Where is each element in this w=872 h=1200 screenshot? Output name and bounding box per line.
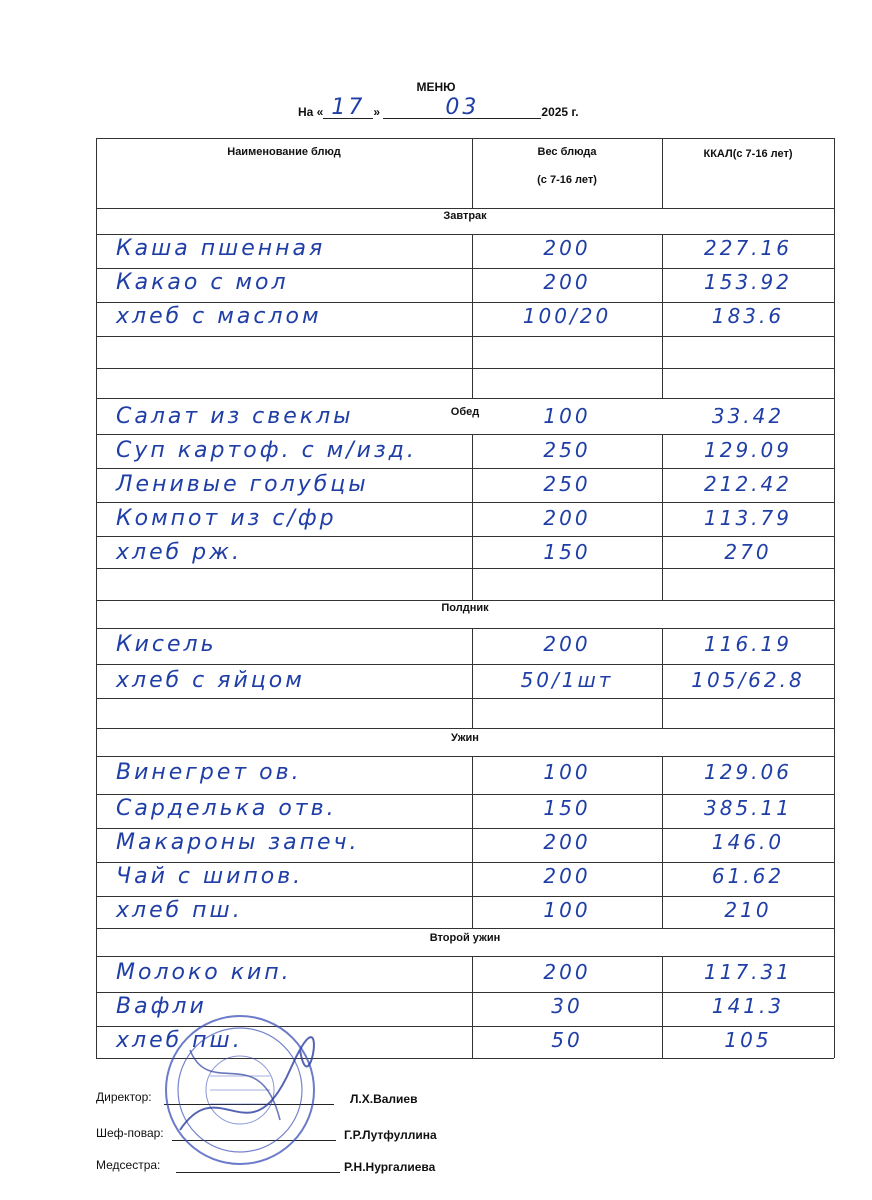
table-row [96,898,834,928]
table-row [96,796,834,826]
dish-weight: 200 [543,864,591,888]
dish-weight: 200 [543,270,591,294]
section-snack: Полдник [441,602,489,614]
dish-name: Ленивые голубцы [116,472,369,497]
dish-name: Салат из свеклы [116,404,354,429]
table-row [96,540,834,570]
grid-line [96,600,834,601]
table-row [96,864,834,894]
grid-line [96,398,834,399]
dish-name: Винегрет ов. [116,760,302,785]
grid-line [96,568,834,569]
table-row [96,632,834,662]
table-row [96,270,834,300]
col-kcal-header: ККАЛ(с 7-16 лет) [703,148,793,160]
dish-kcal: 61.62 [711,864,785,888]
dish-weight: 250 [543,472,591,496]
col-weight-header-1: Вес блюда [537,146,597,158]
col-name-header: Наименование блюд [227,146,341,158]
nurse-label: Медсестра: [96,1158,161,1172]
dish-kcal: 113.79 [704,506,792,530]
dish-weight: 200 [543,632,591,656]
dish-weight: 200 [543,960,591,984]
dish-weight: 100 [543,760,591,784]
table-row [96,438,834,468]
date-mid: » [373,105,381,119]
dish-weight: 50/1шт [520,668,614,692]
signature-director [96,1090,152,1104]
day-blank [323,95,373,120]
grid-line [96,956,834,957]
dish-weight: 150 [543,540,591,564]
dish-name: хлеб рж. [116,540,242,565]
grid-line [96,336,834,337]
grid-line [96,896,834,897]
dish-kcal: 33.42 [711,404,785,428]
dish-kcal: 141.3 [711,994,785,1018]
table-row [96,760,834,790]
section-breakfast: Завтрак [443,210,487,222]
dish-weight: 200 [543,236,591,260]
dish-kcal: 212.42 [704,472,792,496]
table-row [96,236,834,266]
dish-kcal: 105/62.8 [691,668,805,692]
signature-chef [96,1126,164,1140]
dish-kcal: 117.31 [704,960,792,984]
section-dinner: Ужин [451,732,479,744]
table-row [96,304,834,334]
menu-title: МЕНЮ [416,80,456,94]
grid-line [96,728,834,729]
grid-line [472,138,473,208]
grid-line [96,862,834,863]
table-row [96,960,834,990]
grid-line [96,756,834,757]
director-name: Л.Х.Валиев [350,1092,418,1106]
grid-line [96,536,834,537]
grid-line [96,992,834,993]
dish-kcal: 385.11 [704,796,792,820]
section-second-dinner: Второй ужин [429,932,501,944]
dish-kcal: 270 [724,540,772,564]
grid-line [96,234,834,235]
dish-kcal: 105 [724,1028,772,1052]
dish-kcal: 183.6 [711,304,785,328]
dish-name: Чай с шипов. [116,864,304,889]
nurse-name: Р.Н.Нургалиева [344,1160,436,1174]
dish-weight: 50 [551,1028,583,1052]
dish-weight: 100 [543,404,591,428]
dish-kcal: 210 [724,898,772,922]
grid-line [96,138,834,139]
grid-line [96,502,834,503]
dish-name: Макароны запеч. [116,830,360,855]
signature-nurse [96,1158,160,1172]
chef-name: Г.Р.Лутфуллина [344,1128,437,1142]
grid-line [96,368,834,369]
dish-name: Суп картоф. с м/изд. [116,438,417,463]
table-row [96,506,834,536]
dish-weight: 250 [543,438,591,462]
dish-name: Молоко кип. [116,960,292,985]
dish-name: Кисель [116,632,217,657]
section-lunch: Обед [450,406,480,418]
grid-line [96,794,834,795]
table-row [96,668,834,698]
month-blank [383,95,541,120]
chef-label: Шеф-повар: [96,1126,164,1140]
grid-line [834,138,835,1058]
grid-line [96,928,834,929]
dish-name: хлеб пш. [116,898,243,923]
signature-line [176,1172,340,1173]
grid-line [96,434,834,435]
date-prefix: На « [298,105,324,119]
grid-line [96,208,834,209]
year-suffix: 2025 г. [541,105,579,119]
dish-name: Сарделька отв. [116,796,337,821]
date-line [298,95,579,120]
dish-name: хлеб с маслом [116,304,322,329]
dish-weight: 200 [543,830,591,854]
dish-name: Вафли [116,994,207,1019]
table-row [96,404,834,434]
grid-line [96,302,834,303]
dish-name: хлеб пш. [116,1028,243,1053]
dish-kcal: 116.19 [704,632,792,656]
dish-name: Каша пшенная [116,236,326,261]
director-label: Директор: [96,1090,152,1104]
menu-table [96,138,834,1058]
dish-name: Какао с мол [116,270,289,295]
dish-name: Компот из с/фр [116,506,337,531]
month-value: 03 [445,95,480,120]
grid-line [96,698,834,699]
grid-line [662,138,663,208]
grid-line [96,628,834,629]
day-value: 17 [331,95,366,120]
dish-weight: 150 [543,796,591,820]
table-row [96,830,834,860]
dish-name: хлеб с яйцом [116,668,305,693]
dish-kcal: 146.0 [711,830,785,854]
dish-weight: 200 [543,506,591,530]
col-weight-header-2: (с 7-16 лет) [537,174,597,186]
grid-line [96,828,834,829]
table-row [96,472,834,502]
grid-line [96,468,834,469]
dish-kcal: 153.92 [704,270,792,294]
school-stamp [160,1010,320,1170]
grid-line [96,268,834,269]
dish-weight: 30 [551,994,583,1018]
dish-weight: 100/20 [522,304,612,328]
dish-kcal: 129.06 [704,760,792,784]
dish-weight: 100 [543,898,591,922]
dish-kcal: 129.09 [704,438,792,462]
grid-line [96,664,834,665]
dish-kcal: 227.16 [704,236,792,260]
